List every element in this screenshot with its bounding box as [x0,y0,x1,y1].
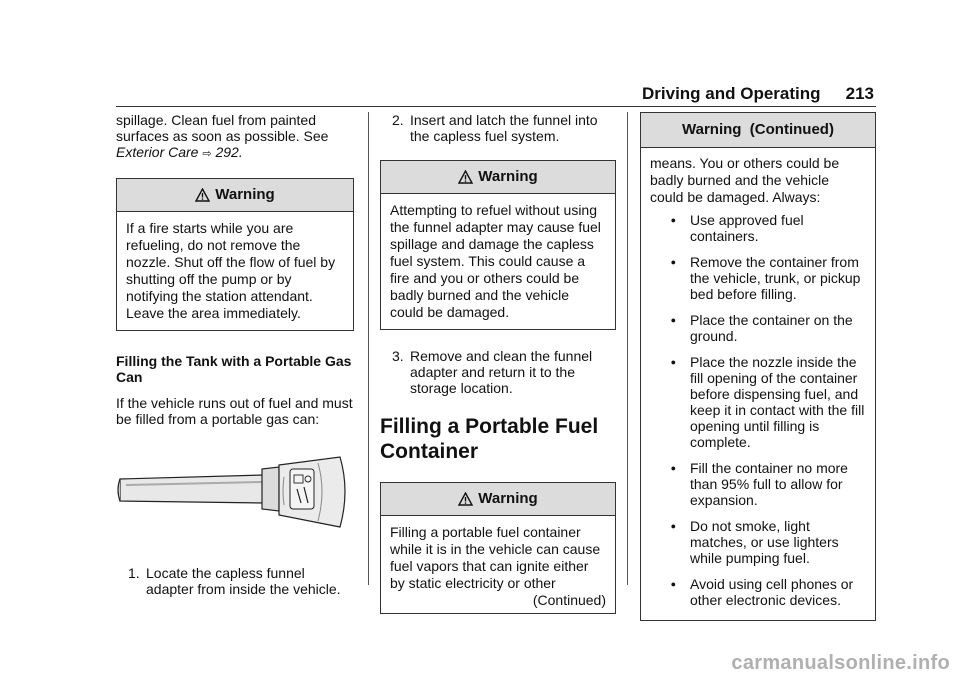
warning-header [381,161,615,194]
bullet-item [650,354,866,450]
step-3 [380,348,616,396]
column-divider-2 [627,112,628,585]
warning-text: Attempting to refuel without using the funnel adapter may cause fuel spillage and damage the capless fuel system. This could cause a fire and you or others could be badly burned and the vehicle could be damaged. [390,202,601,320]
bullet-item [650,518,866,566]
page-number: 213 [845,84,874,103]
continued-label: (Continued) [532,592,606,608]
bullet-text: Avoid using cell phones or other electronic devices. [690,576,854,608]
bullet-dot-icon: ● [670,521,676,531]
intro-text: spillage. Clean fuel from painted surfaces as soon as possible. See [116,112,329,144]
step-text: Insert and latch the funnel into the capless fuel system. [410,112,598,144]
intro-paragraph [116,112,354,162]
column-divider-1 [368,112,369,585]
section-title: Driving and Operating [642,84,821,103]
step-text: Locate the capless funnel adapter from inside the vehicle. [146,565,341,597]
section-heading: Filling a Portable Fuel Container [380,415,599,463]
bullet-dot-icon: ● [670,579,676,589]
warning-header [641,113,875,148]
warning-body [381,194,615,329]
xref-page[interactable]: 292. [215,144,243,160]
bullet-item [650,254,866,302]
xref-link[interactable]: Exterior Care [116,144,199,160]
warning-title: Warning [478,168,538,185]
warning-triangle-icon [195,188,210,202]
bullet-text: Fill the container no more than 95% full to allow for expansion. [690,460,848,508]
bullet-text: Use approved fuel containers. [690,212,804,244]
warning-text: Filling a portable fuel container while it is in the vehicle can cause fuel vapors that can ignite either by static electricity or other [390,524,601,591]
bullet-item [650,460,866,508]
warning-triangle-icon [458,170,473,184]
warning-text: If a fire starts while you are refueling, do not remove the nozzle. Shut off the flow of fuel by shutting off the pump or by notifying the station attendant. Leave the area immediately. [126,220,336,321]
bullet-dot-icon: ● [670,215,676,225]
warning-triangle-icon [458,492,473,506]
step-text: Remove and clean the funnel adapter and return it to the storage location. [410,348,593,396]
subheading-portable-gas-can: Filling the Tank with a Portable Gas Can [116,353,352,385]
xref-arrow-icon: ⇨ [202,148,212,160]
bullet-item [650,312,866,344]
warning-box-continued [640,112,876,621]
watermark: carmanualsonline.info [731,652,950,674]
warning-body [381,516,615,613]
warning-box-fire [116,178,354,331]
bullet-text: Do not smoke, light matches, or use lighters while pumping fuel. [690,518,839,566]
funnel-adapter-illustration [114,449,350,537]
page-header [642,80,874,106]
column-3 [640,112,876,631]
warning-box-funnel [380,160,616,330]
warning-title: Warning [215,186,275,203]
warning-title: Warning (Continued) [682,121,834,138]
bullet-item [650,576,866,608]
bullet-item [650,212,866,244]
bullet-dot-icon: ● [670,463,676,473]
step-number: 3. [392,348,404,364]
warning-header [381,483,615,516]
step-number: 2. [392,112,404,128]
warning-header [117,179,353,212]
step-2 [380,112,616,144]
safety-bullet-list [650,212,866,608]
bullet-text: Place the container on the ground. [690,312,853,344]
step-1 [116,565,354,597]
column-2 [380,112,616,624]
column-1 [116,112,354,605]
header-rule [116,106,876,107]
bullet-dot-icon: ● [670,357,676,367]
bullet-text: Place the nozzle inside the fill opening of the container before dispensing fuel, and keep it in contact with the fill opening until filling is complete. [690,354,865,450]
warning-body [117,212,353,330]
bullet-dot-icon: ● [670,315,676,325]
warning-text: means. You or others could be badly burned and the vehicle could be damaged. Always: [650,155,840,205]
portable-can-paragraph: If the vehicle runs out of fuel and must be filled from a portable gas can: [116,395,353,427]
bullet-text: Remove the container from the vehicle, trunk, or pickup bed before filling. [690,254,861,302]
warning-box-portable-container [380,482,616,614]
step-number: 1. [128,565,140,581]
warning-body [641,148,875,620]
bullet-dot-icon: ● [670,257,676,267]
warning-title: Warning [478,490,538,507]
